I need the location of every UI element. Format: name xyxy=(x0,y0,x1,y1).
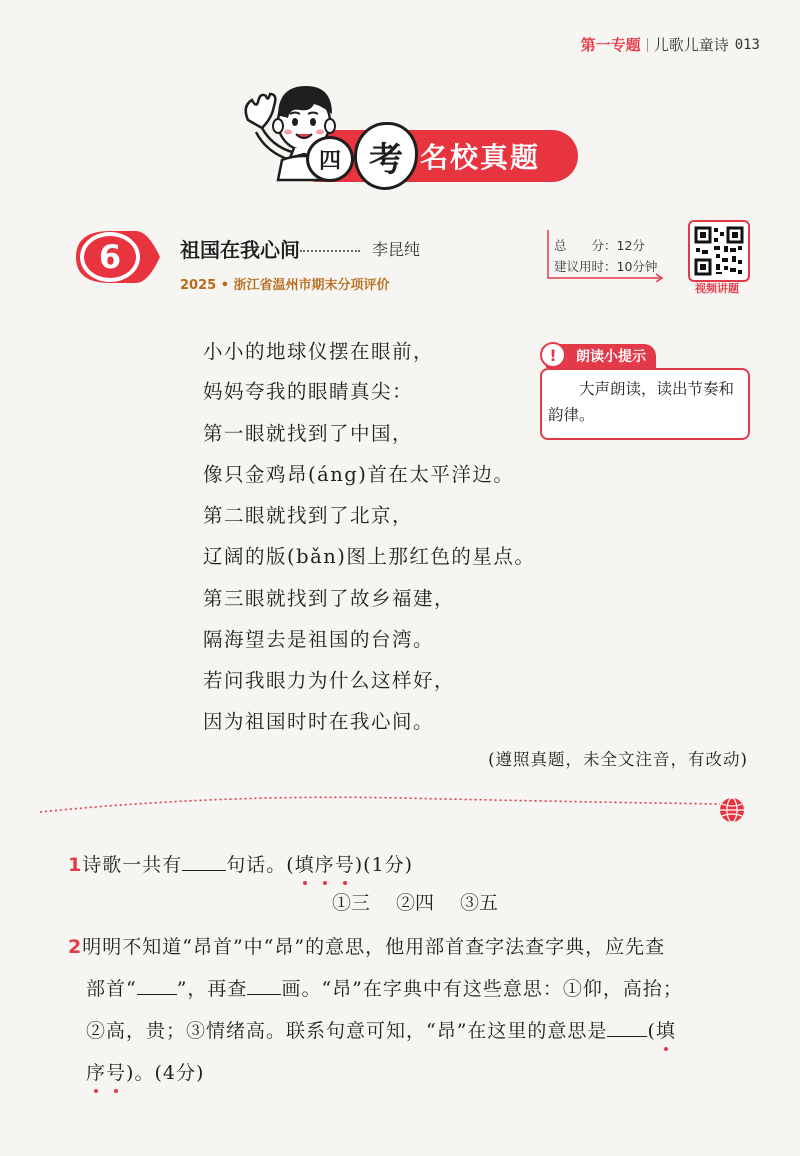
page-number: 013 xyxy=(734,36,760,53)
poem-line: 辽阔的版(bǎn)图上那红色的星点。 xyxy=(203,545,536,568)
question-number: 2 xyxy=(68,936,83,958)
poem-line: 第三眼就找到了故乡福建， xyxy=(203,587,456,610)
poem-line: 若问我眼力为什么这样好， xyxy=(203,669,456,692)
wavy-divider xyxy=(40,790,740,820)
stroke-count-blank[interactable] xyxy=(247,975,281,995)
title-dotted-leader xyxy=(300,250,360,252)
lesson-number: 6 xyxy=(98,238,122,276)
question-2-line-2 xyxy=(86,974,683,1001)
emphasis-char: 号 xyxy=(335,850,355,877)
answer-blank[interactable] xyxy=(182,851,226,871)
question-text: 明明不知道“昂首”中“昂”的意思，他用部首查字法查字典，应先查 xyxy=(82,936,666,958)
qr-code-icon[interactable] xyxy=(688,220,750,282)
radical-blank[interactable] xyxy=(137,975,177,995)
emphasis-text xyxy=(295,854,355,876)
globe-icon xyxy=(718,796,746,824)
poem-line: 像只金鸡昂(áng)首在太平洋边。 xyxy=(203,463,515,486)
poem-line: 第一眼就找到了中国， xyxy=(203,422,414,445)
emphasis-char: 序 xyxy=(86,1058,106,1085)
emphasis-char: 填 xyxy=(295,850,315,877)
question-text: 句话。( xyxy=(226,854,295,876)
video-explain-label[interactable]: 视频讲题 xyxy=(695,282,739,295)
question-text: ②高，贵；③情绪高。联系句意可知，“昂”在这里的意思是 xyxy=(86,1020,608,1042)
banner-number: 四 xyxy=(306,136,354,182)
question-2-line-1 xyxy=(68,932,665,959)
running-header xyxy=(581,34,760,55)
total-score: 总 分：12分 xyxy=(554,238,645,253)
poem-line: 妈妈夸我的眼睛真尖： xyxy=(203,380,414,403)
banner-big-char: 考 xyxy=(354,122,418,190)
question-2-line-4 xyxy=(86,1058,204,1085)
emphasis-char: 序 xyxy=(315,850,335,877)
poem-line: 隔海望去是祖国的台湾。 xyxy=(203,628,435,651)
option-1[interactable]: ①三 xyxy=(332,892,371,914)
question-text: 部首“ xyxy=(86,978,137,1000)
poem-line: 因为祖国时时在我心间。 xyxy=(203,710,435,733)
meaning-blank[interactable] xyxy=(607,1017,647,1037)
question-text: )(1分) xyxy=(354,854,414,876)
lesson-source: 2025 • 浙江省温州市期末分项评价 xyxy=(180,278,390,293)
answer-options xyxy=(332,888,498,915)
poem-line: 第二眼就找到了北京， xyxy=(203,504,414,527)
lesson-author: 李昆纯 xyxy=(372,240,421,259)
score-time-box xyxy=(540,228,668,282)
chapter-label: 儿歌儿童诗 xyxy=(653,36,729,54)
question-text: 诗歌一共有 xyxy=(82,854,183,876)
suggested-time: 建议用时：10分钟 xyxy=(554,259,658,274)
question-text: )。(4分) xyxy=(126,1062,205,1084)
exclamation-icon: ! xyxy=(540,342,566,368)
lesson-number-badge xyxy=(70,226,162,288)
question-1 xyxy=(68,850,413,877)
emphasis-char: 号 xyxy=(106,1058,126,1085)
option-3[interactable]: ③五 xyxy=(460,892,499,914)
question-text: 画。“昂”在字典中有这些意思：①仰，高抬； xyxy=(281,978,683,1000)
header-separator xyxy=(647,38,648,52)
reading-tip-text: 大声朗读，读出节奏和韵律。 xyxy=(548,380,735,424)
section-banner xyxy=(240,76,580,196)
option-2[interactable]: ②四 xyxy=(396,892,435,914)
banner-title: 名校真题 xyxy=(420,141,541,174)
poem-line: 小小的地球仪摆在眼前， xyxy=(203,340,435,363)
source-note: (遵照真题，未全文注音，有改动) xyxy=(488,750,748,769)
question-text: ( xyxy=(647,1020,656,1042)
reading-tip-title: 朗读小提示 xyxy=(546,344,656,368)
question-text: ”，再查 xyxy=(176,978,248,1000)
question-number: 1 xyxy=(68,854,83,876)
topic-label: 第一专题 xyxy=(580,36,641,54)
emphasis-char: 填 xyxy=(656,1016,676,1043)
question-2-line-3 xyxy=(86,1016,676,1043)
lesson-title: 祖国在我心间 xyxy=(180,238,300,262)
